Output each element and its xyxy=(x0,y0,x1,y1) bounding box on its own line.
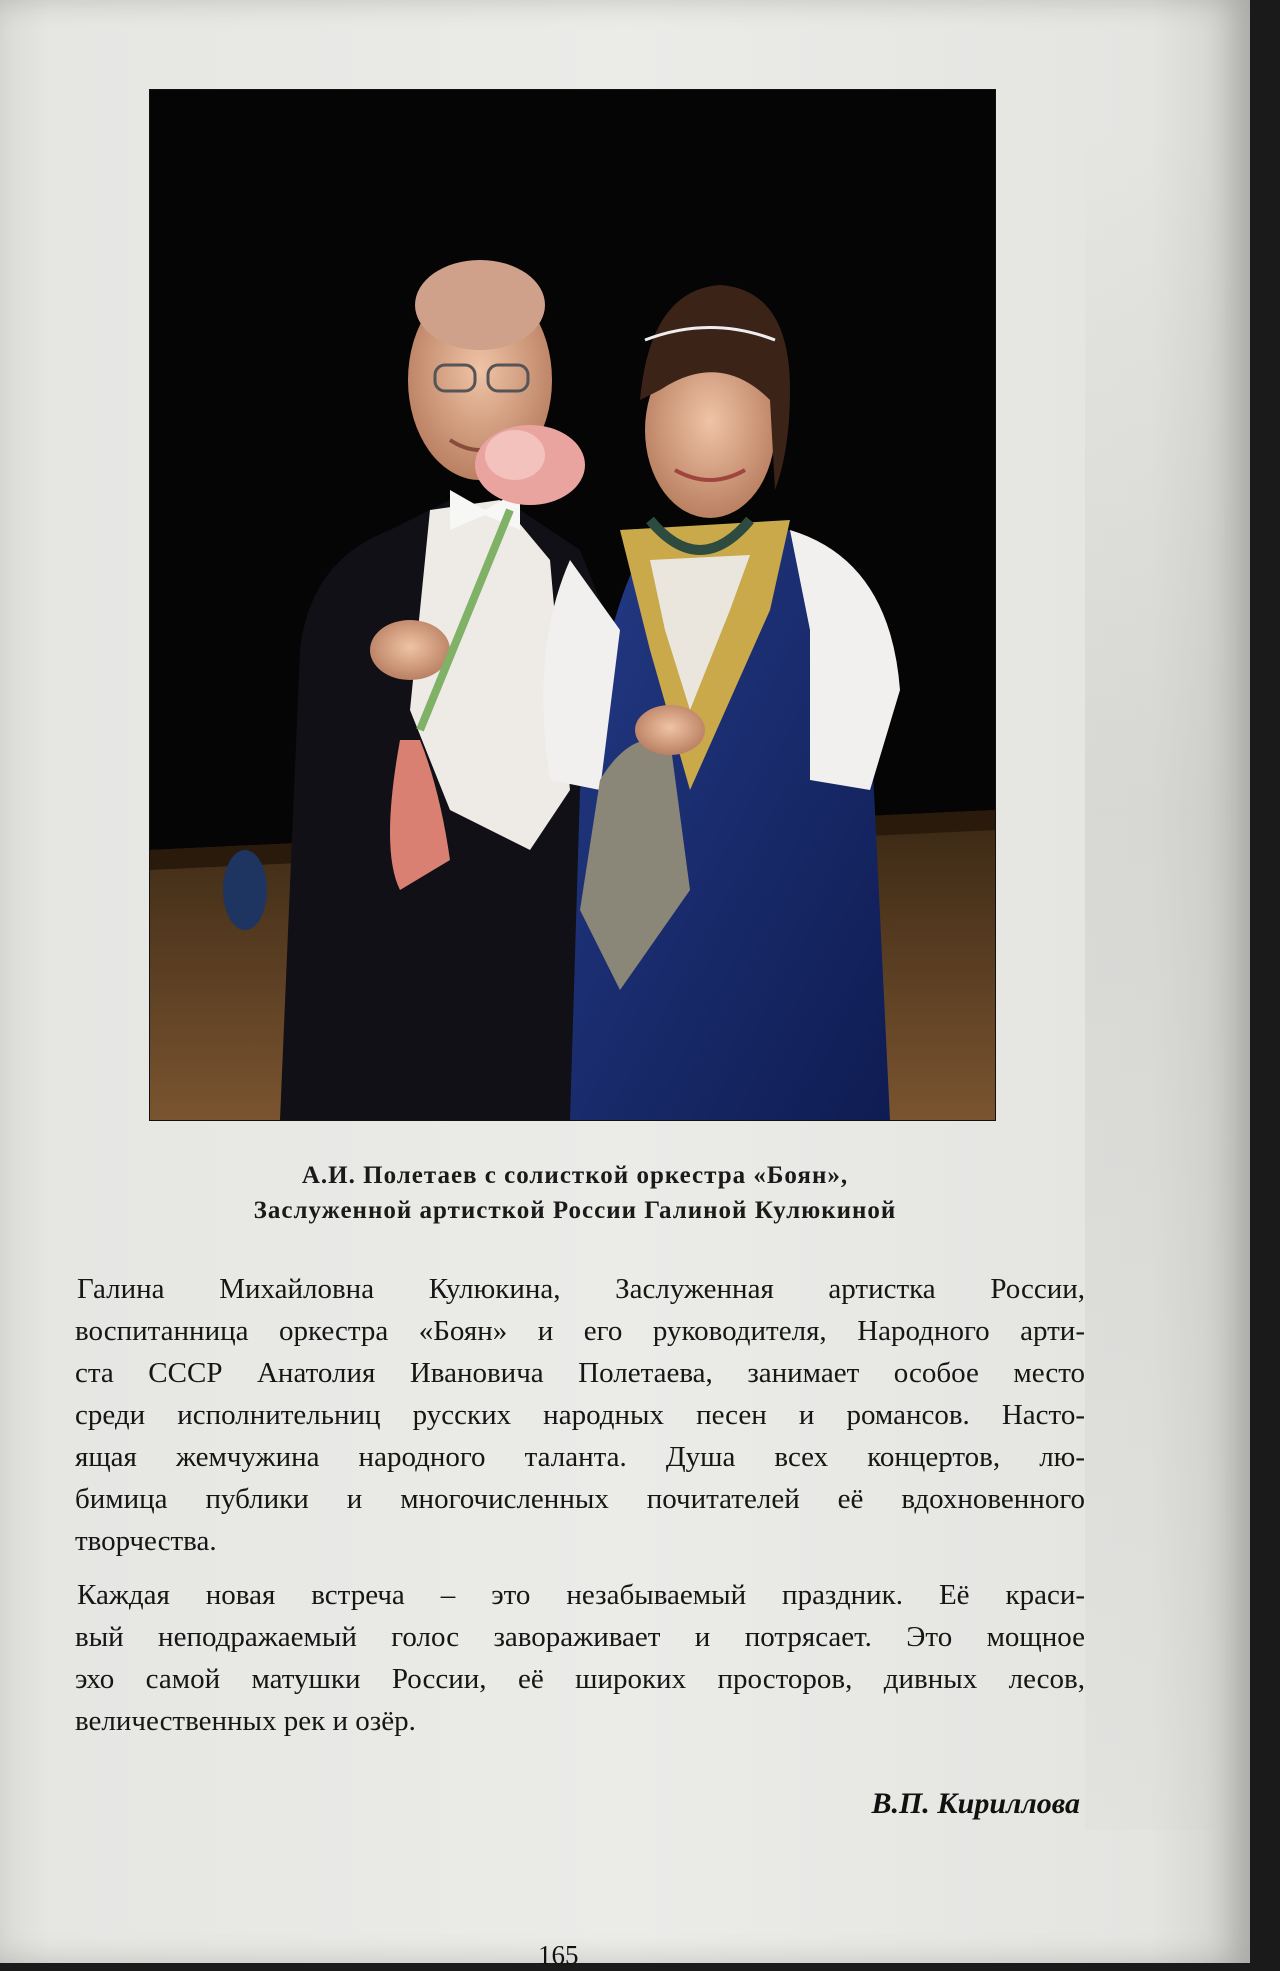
paragraph-line: ящая жемчужина народного таланта. Душа всех концертов, лю- xyxy=(75,1441,1085,1473)
caption-line-2: Заслуженной артисткой России Галиной Кулюкиной xyxy=(253,1197,897,1224)
paragraph-line: вый неподражаемый голос завораживает и потрясает. Это мощное xyxy=(75,1621,1085,1653)
paragraph-line: величественных рек и озёр. xyxy=(75,1705,416,1737)
show-through-text-shadow xyxy=(1085,130,1235,1830)
paragraph-line: бимица публики и многочисленных почитателей её вдохновенного xyxy=(75,1483,1085,1515)
photograph xyxy=(150,90,995,1120)
paragraph-line: эхо самой матушки России, её широких просторов, дивных лесов, xyxy=(75,1663,1085,1695)
paragraph-line: ста СССР Анатолия Ивановича Полетаева, занимает особое место xyxy=(75,1357,1085,1389)
article-body xyxy=(75,1268,1085,1742)
caption-line-1: А.И. Полетаев с солисткой оркестра «Боян», xyxy=(301,1162,849,1189)
page-number: 165 xyxy=(538,1940,579,1970)
photo-caption xyxy=(150,1158,1000,1228)
photo-illustration xyxy=(150,90,995,1120)
paragraph-1 xyxy=(75,1268,1085,1562)
paragraph-2 xyxy=(75,1574,1085,1742)
paragraph-line: творчества. xyxy=(75,1525,217,1557)
paragraph-line: Галина Михайловна Кулюкина, Заслуженная артистка России, xyxy=(77,1273,1085,1305)
paragraph-line: среди исполнительниц русских народных песен и романсов. Насто- xyxy=(75,1399,1085,1431)
author-signature: В.П. Кириллова xyxy=(871,1787,1080,1820)
paragraph-line: воспитанница оркестра «Боян» и его руководителя, Народного арти- xyxy=(75,1315,1085,1347)
paragraph-line: Каждая новая встреча – это незабываемый праздник. Её краси- xyxy=(77,1579,1085,1611)
